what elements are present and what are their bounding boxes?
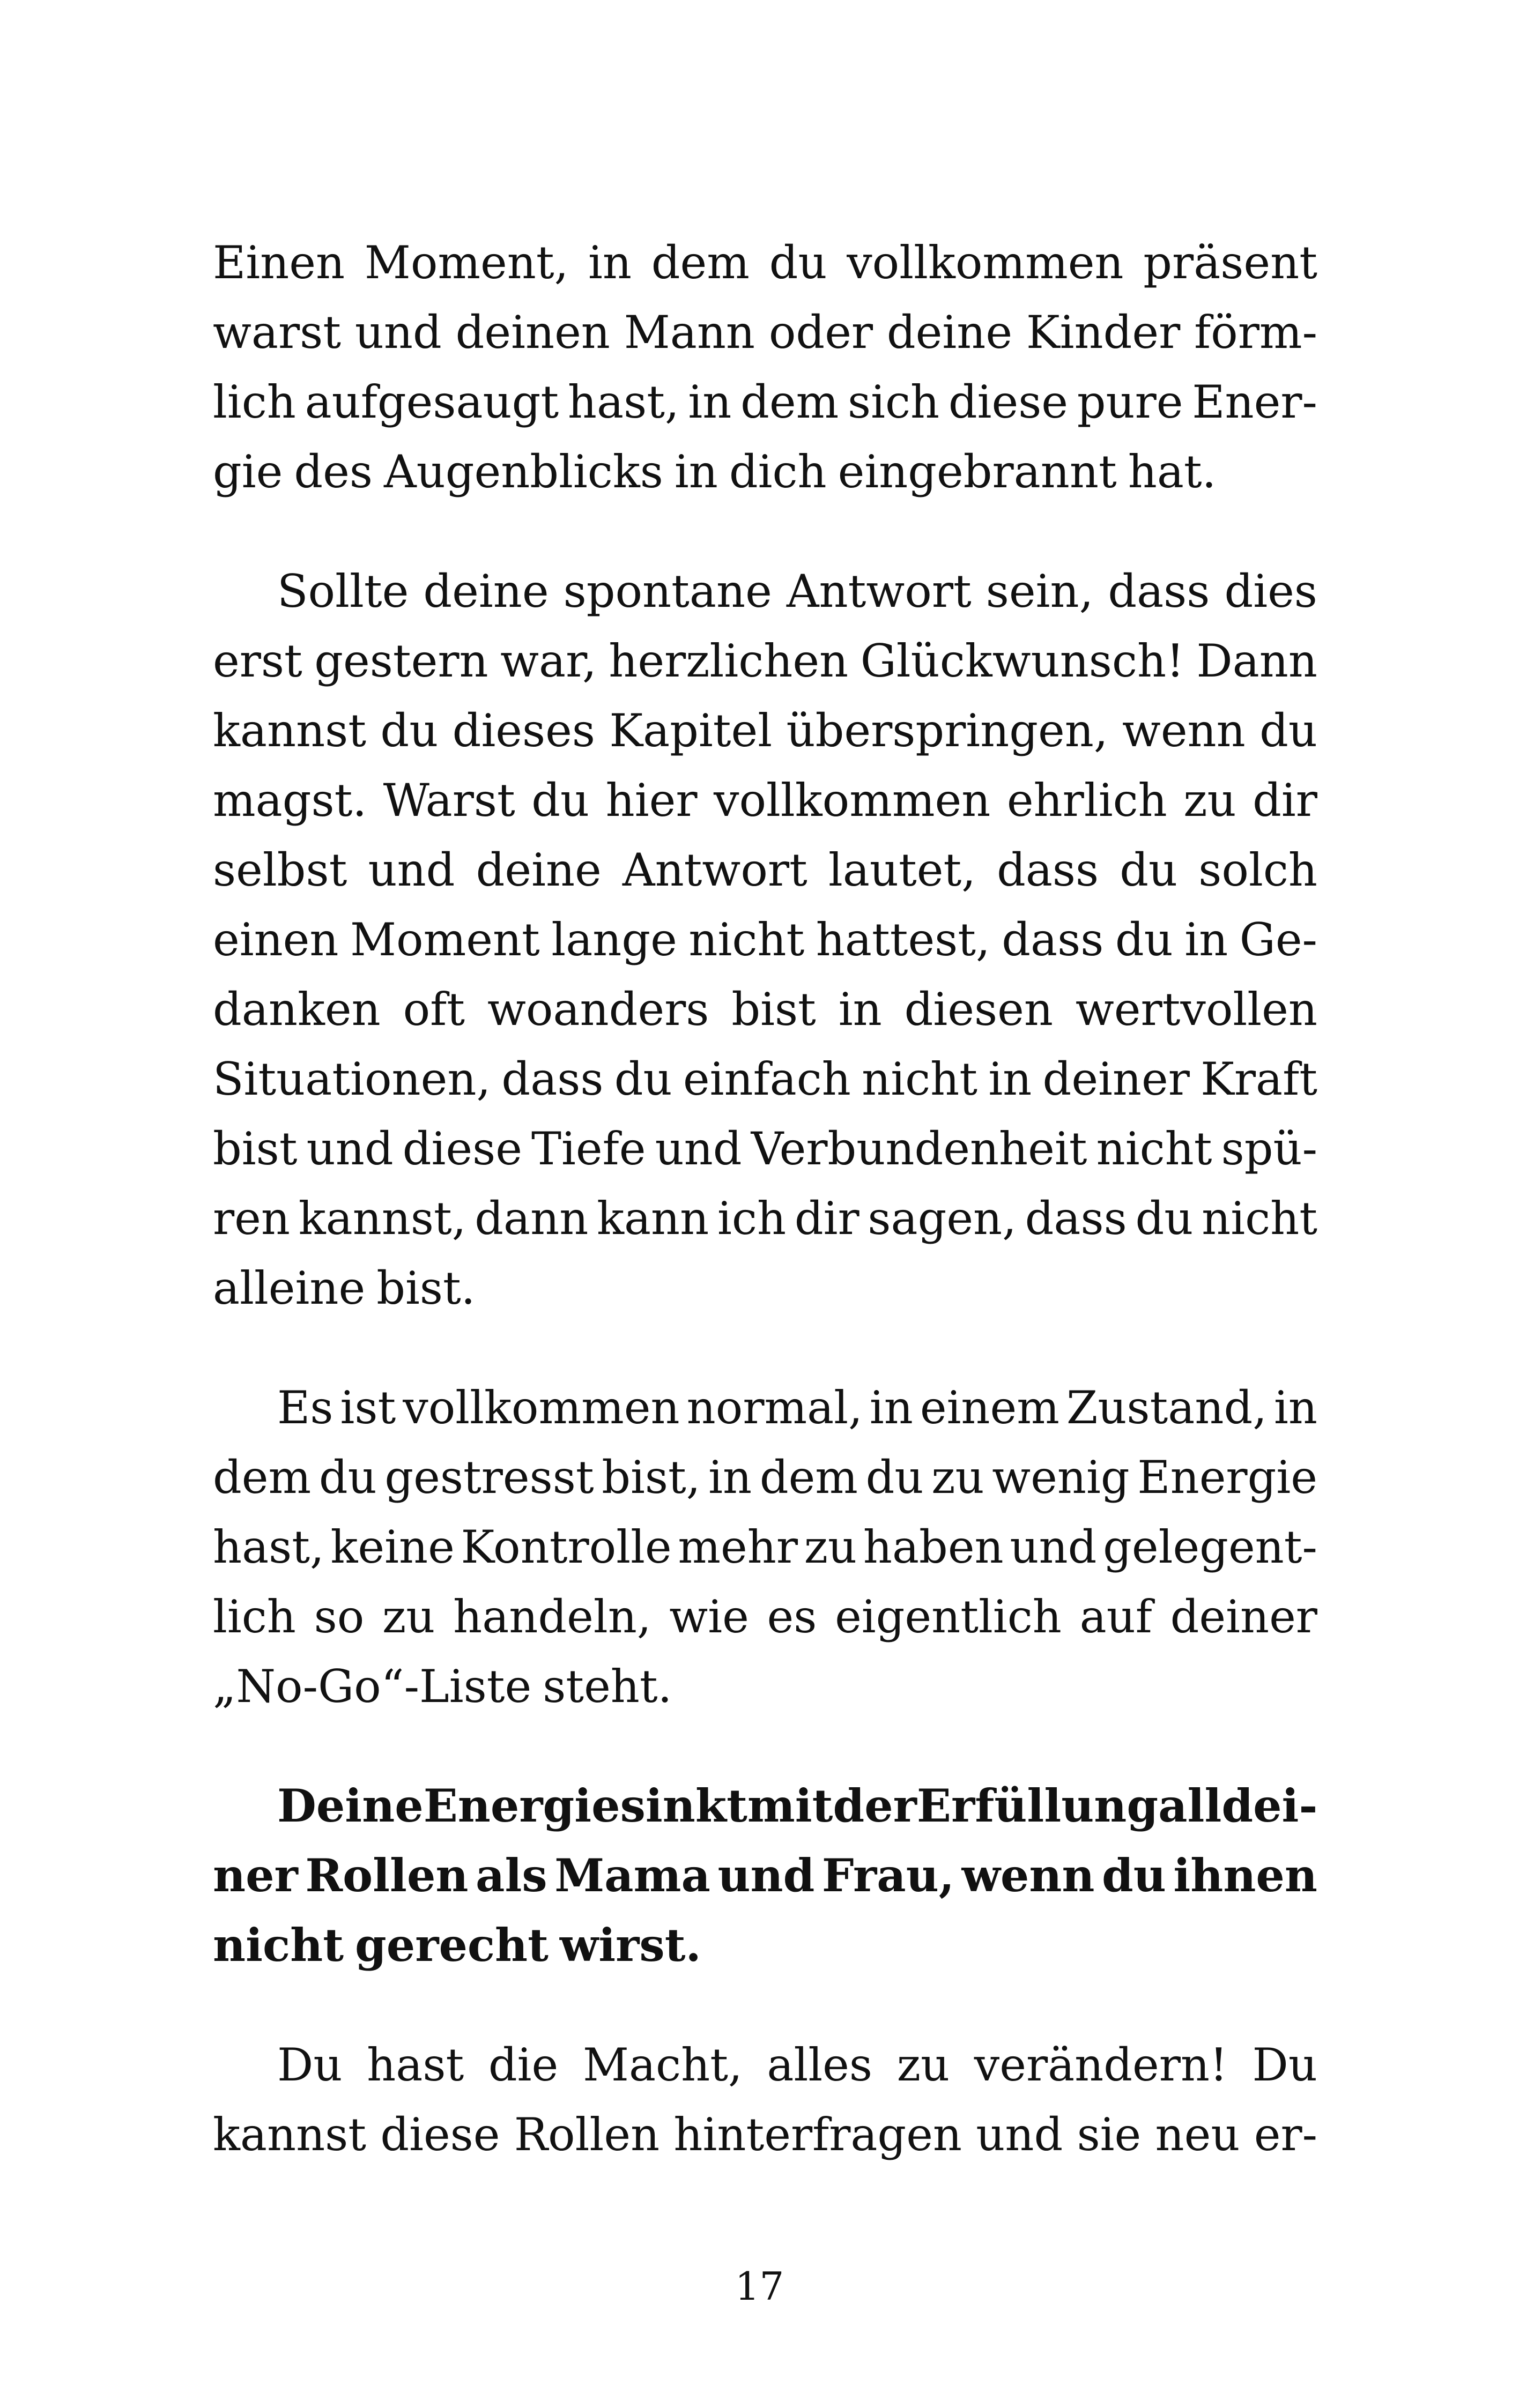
word: auf [1079,1591,1152,1643]
word: dem [740,376,839,428]
word: hattest, [816,913,990,966]
word: neu [1155,2108,1240,2161]
word: kannst [213,704,367,757]
word: verändern! [974,2039,1228,2091]
word: deine [886,306,1013,359]
word: Moment, [364,236,569,289]
word: aufgesaugt [305,376,559,428]
word: diese [948,376,1069,428]
paragraph-4-emphasis [213,1771,1317,1980]
word: diese [402,1123,522,1175]
word: Sollte [277,565,409,618]
word: deiner [1042,1053,1190,1105]
word: die [488,2039,559,2091]
word: in [1273,1381,1317,1434]
word: ist [340,1381,396,1434]
text-line [213,1512,1317,1582]
word: einen [213,913,339,966]
word: zu [896,2039,950,2091]
word: in [588,236,632,289]
word: nicht [1202,1192,1317,1245]
text-line [213,1114,1317,1184]
word: in [708,1451,752,1504]
word: Antwort [622,844,807,896]
word: sagen, [868,1192,1017,1245]
word: vollkommen [403,1381,680,1434]
word: wie [669,1591,749,1643]
word: Es [277,1381,334,1434]
word: hast, [567,376,679,428]
word: hier [605,774,698,827]
word: wenn [1122,704,1246,757]
word: handeln, [453,1591,651,1643]
word: Mann [624,306,755,359]
text-line [213,1253,1317,1323]
word: oft [403,983,465,1036]
word: dir [794,1192,859,1245]
word: oder [768,306,873,359]
word: deine [423,565,549,618]
word: diesen [904,983,1053,1036]
word: Moment [350,913,540,966]
word: zu [931,1451,984,1504]
word: lich [213,1591,296,1643]
word: eigentlich [835,1591,1062,1643]
paragraph-gap [213,507,1317,556]
word: haben [863,1521,1004,1573]
paragraph-gap [213,1721,1317,1771]
word: Rollen [514,2108,660,2161]
word: wenn [961,1849,1095,1902]
word: du [1102,1849,1166,1902]
word: hinterfragen [673,2108,962,2161]
text-line [213,1044,1317,1114]
word: alles [767,2039,873,2091]
word: dir [1253,774,1317,827]
word: erst [213,635,302,687]
word: dem [213,1451,312,1504]
word: wenig [992,1451,1130,1504]
text-line [213,1443,1317,1512]
word: Energie [423,1779,620,1832]
word: Energie [1137,1451,1317,1504]
word: Frau, [821,1849,955,1902]
word: du [1135,1192,1194,1245]
word: Rollen [305,1849,469,1902]
word: danken [213,983,381,1036]
paragraph-5 [213,2030,1317,2169]
word: woanders [487,983,709,1036]
word: förm- [1194,306,1317,359]
text-line [213,975,1317,1044]
word: zu [382,1591,435,1643]
word: vollkommen [714,774,991,827]
word: Dann [1196,635,1317,687]
word: du [1115,913,1173,966]
word: präsent [1143,236,1317,289]
word: kann [597,1192,709,1245]
word: war, [500,635,597,687]
word: mehr [678,1521,798,1573]
word: eingebrannt [838,445,1117,498]
word: Warst [383,774,515,827]
word: dass [1025,1192,1127,1245]
word: so [314,1591,365,1643]
text-line [213,1911,1317,1980]
paragraph-1 [213,228,1317,507]
page-body [213,228,1317,2169]
paragraph-gap [213,1980,1317,2030]
word: du [531,774,590,827]
text-line [213,2030,1317,2100]
word: Kontrolle [461,1521,672,1573]
word: in [674,445,718,498]
word: ich [717,1192,787,1245]
word: als [476,1849,547,1902]
word: zu [804,1521,857,1573]
word: keine [330,1521,455,1573]
word: Du [277,2039,343,2091]
word: einem [920,1381,1059,1434]
word: du [865,1451,924,1504]
word: Kinder [1026,306,1181,359]
word: sie [1077,2108,1142,2161]
text-line [213,228,1317,298]
word: du [1120,844,1178,896]
word: lautet, [828,844,976,896]
word: solch [1198,844,1317,896]
word: Zustand, [1066,1381,1267,1434]
word: kannst, [298,1192,466,1245]
word: bist [731,983,816,1036]
word: Augenblicks [383,445,663,498]
word: wertvollen [1075,983,1317,1036]
paragraph-3 [213,1373,1317,1721]
text-line [213,1841,1317,1911]
word: sein, [986,565,1094,618]
word: steht. [543,1660,672,1713]
word: Kraft [1201,1053,1317,1105]
word: und [717,1849,815,1902]
word: Einen [213,236,345,289]
word: der [833,1779,917,1832]
paragraph-2 [213,556,1317,1323]
word: dei- [1221,1779,1318,1832]
word: wirst. [559,1919,701,1972]
word: nicht [213,1919,344,1972]
word: gie [213,445,283,498]
word: deine [476,844,602,896]
word: Tiefe [531,1123,646,1175]
word: ihnen [1173,1849,1317,1902]
word: dieses [452,704,595,757]
word: Antwort [786,565,972,618]
word: Ener- [1192,376,1317,428]
word: Kapitel [609,704,773,757]
word: lich [213,376,296,428]
word: Erfüllung [916,1779,1159,1832]
word: gestern [314,635,488,687]
word: in [838,983,882,1036]
word: dies [1224,565,1317,618]
text-line [213,905,1317,975]
word: dem [759,1451,858,1504]
word: du [614,1053,672,1105]
paragraph-gap [213,1323,1317,1373]
text-line [213,437,1317,507]
word: nicht [1096,1123,1212,1175]
word: „No-Go“-Liste [213,1660,532,1713]
word: sinkt [620,1779,747,1832]
page-number: 17 [735,2264,784,2309]
word: dass [997,844,1099,896]
word: dann [475,1192,589,1245]
word: du [380,704,439,757]
word: deiner [1170,1591,1317,1643]
word: in [1184,913,1228,966]
word: du [318,1451,377,1504]
word: deinen [455,306,610,359]
word: bist, [602,1451,701,1504]
word: all [1158,1779,1222,1832]
word: in [988,1053,1032,1105]
word: ehrlich [1006,774,1167,827]
word: spontane [563,565,772,618]
text-line [213,1582,1317,1652]
word: ren [213,1192,290,1245]
word: sich [847,376,940,428]
word: des [294,445,373,498]
word: pure [1077,376,1183,428]
text-line [213,696,1317,765]
word: warst [213,306,341,359]
word: alleine [213,1262,366,1314]
word: und [1010,1521,1097,1573]
word: herzlichen [609,635,849,687]
word: hast [367,2039,464,2091]
word: Ge- [1239,913,1317,966]
word: und [976,2108,1063,2161]
word: hat. [1128,445,1217,498]
word: Mama [554,1849,710,1902]
word: gelegent- [1103,1521,1317,1573]
word: dass [1108,565,1210,618]
word: Du [1252,2039,1317,2091]
word: du [1259,704,1317,757]
word: dem [651,236,750,289]
text-line [213,1373,1317,1443]
text-line [213,1652,1317,1721]
word: es [767,1591,817,1643]
text-line [213,626,1317,696]
word: spü- [1221,1123,1317,1175]
word: in [688,376,732,428]
word: Glückwunsch! [860,635,1184,687]
word: ner [213,1849,298,1902]
word: zu [1183,774,1236,827]
word: nicht [688,913,805,966]
text-line [213,765,1317,835]
text-line [213,2100,1317,2169]
word: überspringen, [786,704,1108,757]
word: Verbundenheit [751,1123,1087,1175]
text-line [213,298,1317,367]
word: kannst [213,2108,367,2161]
text-line [213,835,1317,905]
word: dass [1002,913,1104,966]
word: Macht, [582,2039,743,2091]
word: in [869,1381,913,1434]
text-line [213,556,1317,626]
word: er- [1254,2108,1317,2161]
word: magst. [213,774,367,827]
word: bist. [376,1262,476,1314]
word: und [306,1123,394,1175]
word: mit [747,1779,833,1832]
word: nicht [862,1053,978,1105]
word: lange [551,913,677,966]
word: Situationen, [213,1053,491,1105]
word: einfach [683,1053,851,1105]
word: gestresst [384,1451,594,1504]
word: normal, [686,1381,863,1434]
word: und [354,306,442,359]
word: selbst [213,844,347,896]
word: und [655,1123,742,1175]
word: dass [501,1053,604,1105]
word: und [368,844,455,896]
word: bist [213,1123,298,1175]
text-line [213,367,1317,437]
word: vollkommen [847,236,1124,289]
word: du [769,236,827,289]
word: diese [380,2108,500,2161]
text-line [213,1771,1317,1841]
word: gerecht [355,1919,549,1972]
word: dich [729,445,827,498]
text-line [213,1184,1317,1253]
word: hast, [213,1521,324,1573]
word: Deine [277,1779,424,1832]
